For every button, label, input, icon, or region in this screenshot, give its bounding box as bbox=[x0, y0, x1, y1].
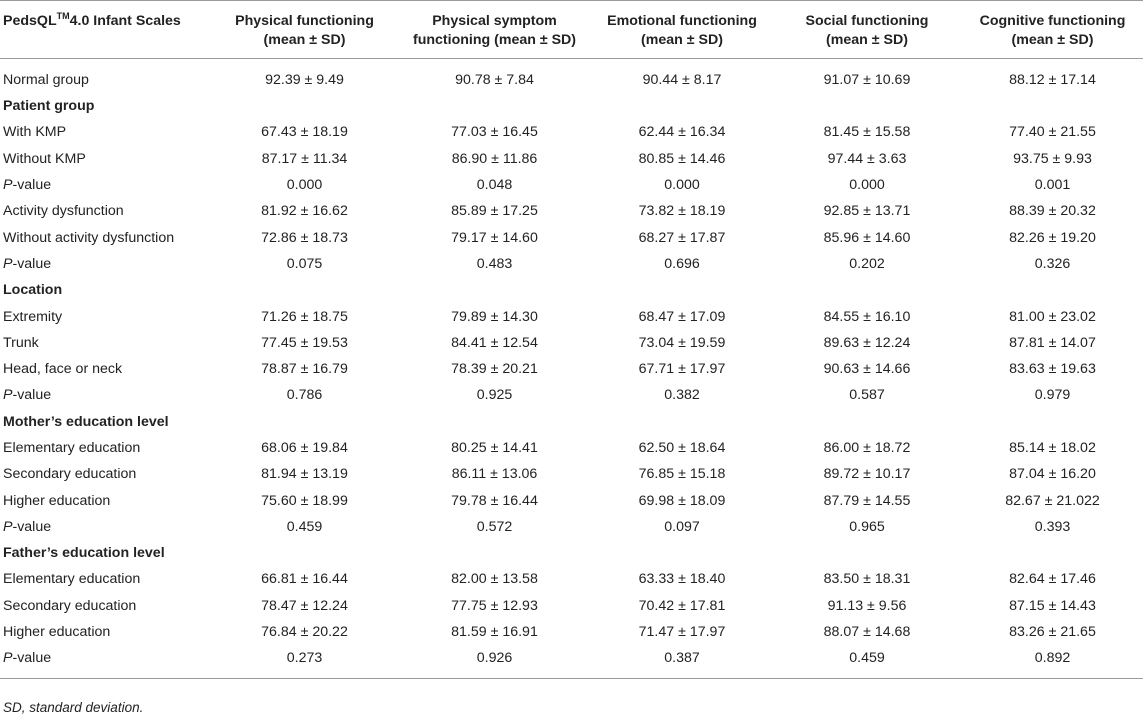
table-row bbox=[0, 356, 1143, 382]
table-cell: 0.925 bbox=[476, 387, 513, 404]
table-cell: 0.696 bbox=[664, 255, 700, 272]
row-label: Secondary education bbox=[3, 597, 137, 614]
table-cell: 0.001 bbox=[1034, 177, 1071, 194]
row-label bbox=[0, 514, 212, 540]
table-cell: 0.979 bbox=[1034, 387, 1071, 404]
section-label: Mother’s education level bbox=[3, 413, 169, 430]
row-label: Higher education bbox=[3, 492, 111, 509]
row-label: Without KMP bbox=[3, 150, 86, 167]
table-cell: 68.06 ± 19.84 bbox=[261, 440, 348, 456]
table-cell: 91.13 ± 9.56 bbox=[827, 597, 907, 614]
table-cell: 77.45 ± 19.53 bbox=[261, 334, 348, 351]
row-label: Trunk bbox=[3, 334, 39, 351]
table-cell: 0.273 bbox=[286, 650, 323, 667]
row-label bbox=[0, 645, 212, 678]
table-cell: 82.26 ± 19.20 bbox=[1009, 229, 1096, 246]
header-physical-functioning: Physical functioning (mean ± SD) bbox=[212, 1, 397, 59]
table-cell: 0.097 bbox=[664, 518, 700, 535]
table-cell: 69.98 ± 18.09 bbox=[638, 492, 726, 509]
table-cell: 86.11 ± 13.06 bbox=[451, 466, 538, 483]
table-cell: 0.048 bbox=[476, 177, 513, 194]
table-cell: 87.79 ± 14.55 bbox=[823, 492, 911, 509]
table-cell: 76.85 ± 15.18 bbox=[638, 466, 726, 483]
header-social-functioning: Social functioning (mean ± SD) bbox=[772, 1, 962, 59]
table-cell: 87.04 ± 16.20 bbox=[1009, 466, 1096, 483]
table-cell: 90.44 ± 8.17 bbox=[642, 72, 722, 88]
table-cell: 88.12 ± 17.14 bbox=[1009, 72, 1096, 88]
table-cell: 79.89 ± 14.30 bbox=[451, 308, 538, 325]
table-cell: 67.71 ± 17.97 bbox=[638, 361, 726, 378]
table-cell: 0.572 bbox=[476, 518, 513, 535]
row-label bbox=[0, 382, 212, 408]
table-cell: 78.47 ± 12.24 bbox=[261, 597, 348, 614]
table-cell: 81.45 ± 15.58 bbox=[823, 124, 911, 141]
row-label: Normal group bbox=[3, 72, 89, 88]
table-cell: 83.26 ± 21.65 bbox=[1009, 624, 1096, 641]
row-label: Activity dysfunction bbox=[3, 203, 124, 220]
table-cell: 97.44 ± 3.63 bbox=[827, 150, 907, 167]
p-value-row bbox=[0, 382, 1143, 408]
table-cell: 0.483 bbox=[476, 255, 513, 272]
row-label bbox=[0, 172, 212, 198]
header-emotional-functioning: Emotional functioning (mean ± SD) bbox=[592, 1, 772, 59]
table-cell: 86.90 ± 11.86 bbox=[451, 150, 538, 167]
table-row bbox=[0, 435, 1143, 461]
table-cell: 0.202 bbox=[849, 255, 885, 272]
p-label-rest: -value bbox=[12, 650, 52, 667]
p-value-row bbox=[0, 514, 1143, 540]
table-cell: 78.87 ± 16.79 bbox=[261, 361, 348, 378]
p-label-italic: P bbox=[3, 177, 13, 194]
p-label-italic: P bbox=[3, 518, 13, 535]
table-cell: 84.55 ± 16.10 bbox=[823, 308, 911, 325]
p-label-italic: P bbox=[3, 255, 13, 272]
table-cell: 77.75 ± 12.93 bbox=[451, 597, 538, 614]
table-cell: 78.39 ± 20.21 bbox=[451, 361, 538, 378]
p-value-row bbox=[0, 172, 1143, 198]
table-row bbox=[0, 303, 1143, 329]
table-cell: 0.786 bbox=[286, 387, 323, 404]
section-row bbox=[0, 409, 1143, 435]
table-cell: 81.92 ± 16.62 bbox=[261, 203, 348, 220]
table-cell: 73.04 ± 19.59 bbox=[638, 334, 726, 351]
table-cell: 0.892 bbox=[1034, 650, 1071, 667]
table-cell: 85.14 ± 18.02 bbox=[1009, 440, 1096, 456]
table-cell: 62.44 ± 16.34 bbox=[638, 124, 726, 141]
table-cell: 0.382 bbox=[664, 387, 700, 404]
table-cell: 81.59 ± 16.91 bbox=[451, 624, 538, 641]
table-cell: 71.26 ± 18.75 bbox=[261, 308, 348, 325]
table-cell: 85.96 ± 14.60 bbox=[823, 229, 911, 246]
table-cell: 0.075 bbox=[286, 255, 323, 272]
table-cell: 0.459 bbox=[286, 518, 323, 535]
table-row bbox=[0, 593, 1143, 619]
header-scale: PedsQL™4.0 Infant Scales bbox=[0, 1, 212, 59]
table-cell: 85.89 ± 17.25 bbox=[451, 203, 538, 220]
table-cell: 88.39 ± 20.32 bbox=[1009, 203, 1096, 220]
table-cell: 83.63 ± 19.63 bbox=[1009, 361, 1096, 378]
table-cell: 71.47 ± 17.97 bbox=[638, 624, 726, 641]
table-cell: 68.47 ± 17.09 bbox=[638, 308, 726, 325]
table-cell: 0.326 bbox=[1034, 255, 1071, 272]
table-cell: 92.39 ± 9.49 bbox=[265, 72, 344, 88]
table-cell: 70.42 ± 17.81 bbox=[638, 597, 726, 614]
table-cell: 0.587 bbox=[849, 387, 885, 404]
p-label-italic: P bbox=[3, 650, 13, 667]
table-cell: 80.25 ± 14.41 bbox=[451, 440, 538, 456]
table-cell: 77.40 ± 21.55 bbox=[1009, 124, 1096, 141]
p-label-rest: -value bbox=[12, 518, 52, 535]
header-physical-symptom: Physical symptom functioning (mean ± SD) bbox=[397, 1, 592, 59]
p-value-row bbox=[0, 645, 1143, 678]
table-cell: 0.459 bbox=[849, 650, 885, 667]
table-cell: 91.07 ± 10.69 bbox=[823, 72, 911, 88]
table-cell: 62.50 ± 18.64 bbox=[638, 440, 726, 456]
table-cell: 80.85 ± 14.46 bbox=[638, 150, 726, 167]
table-cell: 0.000 bbox=[849, 177, 885, 194]
table-row bbox=[0, 224, 1143, 250]
table-row bbox=[0, 119, 1143, 145]
row-label: Secondary education bbox=[3, 466, 137, 483]
section-row bbox=[0, 93, 1143, 119]
table-cell: 83.50 ± 18.31 bbox=[823, 571, 911, 588]
section-label: Location bbox=[3, 282, 63, 299]
table-cell: 90.78 ± 7.84 bbox=[455, 72, 534, 88]
table-row bbox=[0, 619, 1143, 645]
table-cell: 82.64 ± 17.46 bbox=[1009, 571, 1096, 588]
header-cognitive-functioning: Cognitive functioning (mean ± SD) bbox=[962, 1, 1143, 59]
table-cell: 0.393 bbox=[1034, 518, 1071, 535]
table-cell: 66.81 ± 16.44 bbox=[261, 571, 348, 588]
row-label: Elementary education bbox=[3, 440, 141, 456]
table-row bbox=[0, 198, 1143, 224]
table-cell: 73.82 ± 18.19 bbox=[638, 203, 726, 220]
p-label-rest: -value bbox=[12, 255, 52, 272]
table-cell: 87.17 ± 11.34 bbox=[261, 150, 348, 167]
table-cell: 82.67 ± 21.022 bbox=[1005, 492, 1100, 509]
table-cell: 72.86 ± 18.73 bbox=[261, 229, 348, 246]
table-cell: 84.41 ± 12.54 bbox=[451, 334, 538, 351]
table-cell: 0.387 bbox=[664, 650, 700, 667]
table-cell: 87.81 ± 14.07 bbox=[1009, 334, 1096, 351]
table-row bbox=[0, 461, 1143, 487]
row-label: With KMP bbox=[3, 124, 67, 141]
p-label-italic: P bbox=[3, 387, 13, 404]
p-label-rest: -value bbox=[12, 387, 52, 404]
row-label: Head, face or neck bbox=[3, 361, 123, 378]
table-cell: 0.000 bbox=[286, 177, 323, 194]
section-row bbox=[0, 277, 1143, 303]
table-cell: 87.15 ± 14.43 bbox=[1009, 597, 1096, 614]
section-label: Patient group bbox=[3, 98, 95, 115]
section-row bbox=[0, 540, 1143, 566]
table-cell: 0.965 bbox=[849, 518, 885, 535]
table-row bbox=[0, 146, 1143, 172]
row-label: Extremity bbox=[3, 308, 63, 325]
p-label-rest: -value bbox=[12, 177, 52, 194]
table-cell: 67.43 ± 18.19 bbox=[261, 124, 348, 141]
table-cell: 93.75 ± 9.93 bbox=[1013, 150, 1092, 167]
section-label: Father’s education level bbox=[3, 545, 165, 562]
table-cell: 0.000 bbox=[664, 177, 700, 194]
table-cell: 92.85 ± 13.71 bbox=[823, 203, 911, 220]
row-label: Elementary education bbox=[3, 571, 141, 588]
table-row bbox=[0, 566, 1143, 592]
table-cell: 81.00 ± 23.02 bbox=[1009, 308, 1096, 325]
table-cell: 63.33 ± 18.40 bbox=[638, 571, 726, 588]
row-label: Without activity dysfunction bbox=[3, 229, 175, 246]
table-header bbox=[0, 1, 1143, 59]
table-cell: 75.60 ± 18.99 bbox=[261, 492, 348, 509]
table-cell: 90.63 ± 14.66 bbox=[823, 361, 911, 378]
table-cell: 89.72 ± 10.17 bbox=[823, 466, 911, 483]
row-label: Higher education bbox=[3, 624, 111, 641]
table-cell: 79.17 ± 14.60 bbox=[451, 229, 538, 246]
footnote: SD, standard deviation. bbox=[3, 700, 144, 715]
table-row bbox=[0, 487, 1143, 513]
table-row bbox=[0, 330, 1143, 356]
table-cell: 88.07 ± 14.68 bbox=[823, 624, 911, 641]
table-cell: 79.78 ± 16.44 bbox=[451, 492, 538, 509]
table-cell: 0.926 bbox=[476, 650, 513, 667]
table-cell: 76.84 ± 20.22 bbox=[261, 624, 348, 641]
table-row bbox=[0, 59, 1143, 94]
table-cell: 89.63 ± 12.24 bbox=[823, 334, 911, 351]
table-cell: 77.03 ± 16.45 bbox=[451, 124, 538, 141]
table-body bbox=[0, 59, 1143, 679]
table-cell: 81.94 ± 13.19 bbox=[261, 466, 348, 483]
table-cell: 86.00 ± 18.72 bbox=[823, 440, 911, 456]
table-cell: 82.00 ± 13.58 bbox=[451, 571, 538, 588]
p-value-row bbox=[0, 251, 1143, 277]
row-label bbox=[0, 251, 212, 277]
table-cell: 68.27 ± 17.87 bbox=[638, 229, 726, 246]
